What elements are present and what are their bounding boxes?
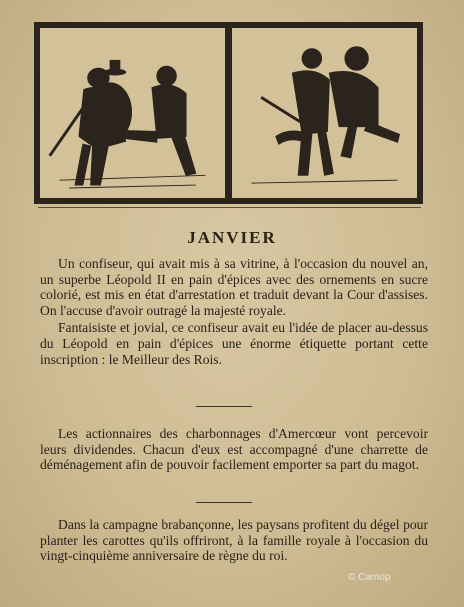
section-divider: [196, 502, 252, 503]
story-3-paragraph: Dans la campagne brabançonne, les paysans profitent du dégel pour planter les carottes qu'ils offriront, à la famille royale à l'occasion du vingt-cinquième anniversaire de règne du roi.: [40, 517, 428, 564]
story-1-paragraph-a: Un confiseur, qui avait mis à sa vitrine, à l'occasion du nouvel an, un superbe Léopold II en pain d'épices avec des ornements en sucre colorié, est mis en état d'arrestation et traduit devant la Cour d'assises. On l'accuse d'avoir outragé la majesté royale.: [40, 256, 428, 318]
story-1: [40, 256, 428, 367]
section-divider: [196, 406, 252, 407]
story-1-paragraph-b: Fantaisiste et jovial, ce confiseur avait eu l'idée de placer au-dessus du Léopold en pain d'épices une énorme étiquette portant cette inscription : le Meilleur des Rois.: [40, 320, 428, 367]
kicking-figures-drawing: [40, 28, 225, 198]
watermark: © Camop: [348, 572, 391, 583]
illustration-frame: [34, 22, 423, 204]
story-3: [40, 517, 428, 564]
page-title: JANVIER: [187, 228, 277, 247]
illustration-underline: [38, 207, 421, 208]
story-2: [40, 426, 428, 473]
story-2-paragraph: Les actionnaires des charbonnages d'Amercœur vont percevoir leurs dividendes. Chacun d'eux est accompagné d'une charrette de déménagement afin de pouvoir facilement emporter sa part du magot.: [40, 426, 428, 473]
illustration-right-panel: [231, 27, 418, 199]
illustration-left-panel: [39, 27, 226, 199]
lifted-figure-drawing: [232, 28, 417, 198]
